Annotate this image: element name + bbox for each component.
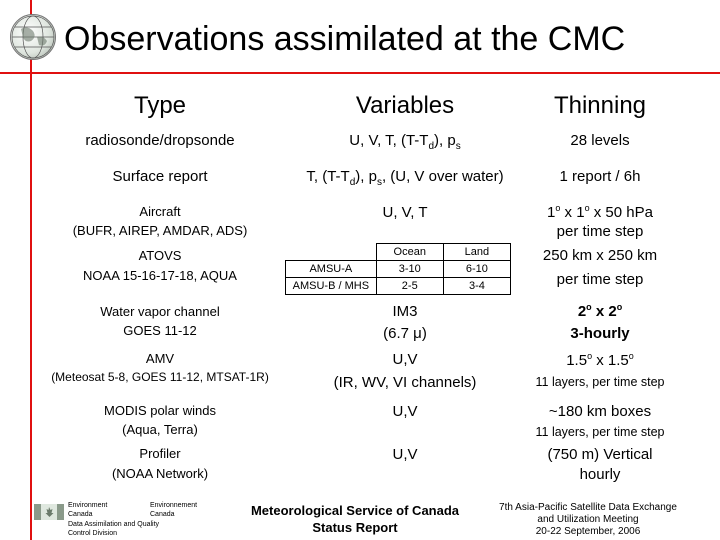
row-atovs-thinning-1: 250 km x 250 km	[542, 247, 658, 264]
row-surface-thinning: 1 report / 6h	[559, 168, 641, 185]
row-modis-type-2: (Aqua, Terra)	[122, 422, 198, 437]
row-modis-thinning-2: 11 layers, per time step	[535, 425, 665, 439]
row-atovs-type-2: NOAA 15-16-17-18, AQUA	[83, 268, 237, 283]
atovs-row-amsub-name: AMSU-B / MHS	[286, 278, 377, 295]
footer-logo-text-l2: Canada	[68, 511, 93, 518]
row-modis-thinning-1: ~180 km boxes	[548, 403, 652, 420]
footer-center-title: Meteorological Service of Canada	[250, 503, 460, 518]
globe-logo-icon	[10, 14, 56, 60]
row-amv-thinning-1: 1.5$^o$ x 1.5$^o$	[566, 351, 634, 369]
title-divider-line	[0, 72, 720, 74]
row-amv-var-2: (IR, WV, VI channels)	[333, 374, 477, 391]
page-title: Observations assimilated at the CMC	[64, 20, 626, 58]
atovs-row-amsua-ocean: 3-10	[376, 261, 443, 278]
atovs-row-amsub-land: 3-4	[443, 278, 510, 295]
row-aircraft-thinning-2: per time step	[556, 223, 644, 240]
left-vertical-line	[30, 0, 32, 540]
footer-logo-text-l1: Environment	[68, 502, 108, 509]
row-profiler-thinning-1: (750 m) Vertical	[547, 446, 653, 463]
row-amv-thinning-2: 11 layers, per time step	[535, 375, 665, 389]
environment-canada-flag-icon	[34, 504, 64, 520]
row-aircraft-variables: U, V, T	[382, 204, 428, 221]
row-water-vapor-type-2: GOES 11-12	[123, 323, 197, 338]
footer-division-2: Control Division	[68, 530, 118, 537]
row-water-vapor-var-1: IM3	[392, 303, 418, 320]
atovs-table-corner	[286, 244, 377, 261]
row-aircraft-thinning-1: 1$^o$ x 1$^o$ x 50 hPa	[547, 203, 653, 221]
footer-meeting-date: 20-22 September, 2006	[535, 526, 641, 537]
row-aircraft-type-2: (BUFR, AIREP, AMDAR, ADS)	[72, 223, 248, 238]
row-amv-type-2: (Meteosat 5-8, GOES 11-12, MTSAT-1R)	[51, 370, 269, 384]
atovs-row-amsub-ocean: 2-5	[376, 278, 443, 295]
row-amv-var-1: U,V	[392, 351, 418, 368]
atovs-col-ocean: Ocean	[376, 244, 443, 261]
row-modis-type-1: MODIS polar winds	[104, 403, 216, 418]
row-radiosonde-thinning: 28 levels	[570, 132, 630, 149]
atovs-channel-table	[285, 243, 511, 295]
footer-division-1: Data Assimilation and Quality	[68, 521, 160, 528]
row-profiler-thinning-2: hourly	[579, 466, 621, 483]
atovs-col-land: Land	[443, 244, 510, 261]
footer-center-subtitle: Status Report	[312, 520, 398, 535]
row-water-vapor-type-1: Water vapor channel	[100, 304, 220, 319]
footer-meeting-1: 7th Asia-Pacific Satellite Data Exchange	[499, 502, 677, 513]
row-radiosonde-type: radiosonde/dropsonde	[85, 132, 235, 149]
row-aircraft-type-1: Aircraft	[139, 204, 181, 219]
row-surface-type: Surface report	[112, 168, 208, 185]
row-atovs-type-1: ATOVS	[138, 248, 182, 263]
row-profiler-var-1: U,V	[392, 446, 418, 463]
footer-logo-text-r1: Environnement	[150, 502, 198, 509]
row-surface-variables: T, $(T-T_d)$, $p_s$, (U, V over water)	[306, 168, 504, 188]
footer-logo-text-r2: Canada	[150, 511, 175, 518]
header-thinning: Thinning	[553, 92, 647, 119]
footer-meeting-2: and Utilization Meeting	[537, 514, 639, 525]
row-profiler-type-1: Profiler	[139, 446, 181, 461]
row-water-vapor-var-2: (6.7 μ)	[383, 325, 427, 342]
row-profiler-type-2: (NOAA Network)	[111, 466, 209, 481]
atovs-row-amsua-name: AMSU-A	[286, 261, 377, 278]
row-atovs-thinning-2: per time step	[556, 271, 644, 288]
row-water-vapor-thinning-1: 2$^o$ x 2$^o$	[577, 302, 623, 320]
row-radiosonde-variables: U, V, T, $(T-T_d)$, $p_s$	[349, 132, 461, 152]
header-type: Type	[133, 92, 187, 119]
atovs-row-amsua-land: 6-10	[443, 261, 510, 278]
header-variables: Variables	[355, 92, 455, 119]
row-amv-type-1: AMV	[145, 351, 175, 366]
row-modis-var-1: U,V	[392, 403, 418, 420]
row-water-vapor-thinning-2: 3-hourly	[570, 325, 630, 342]
